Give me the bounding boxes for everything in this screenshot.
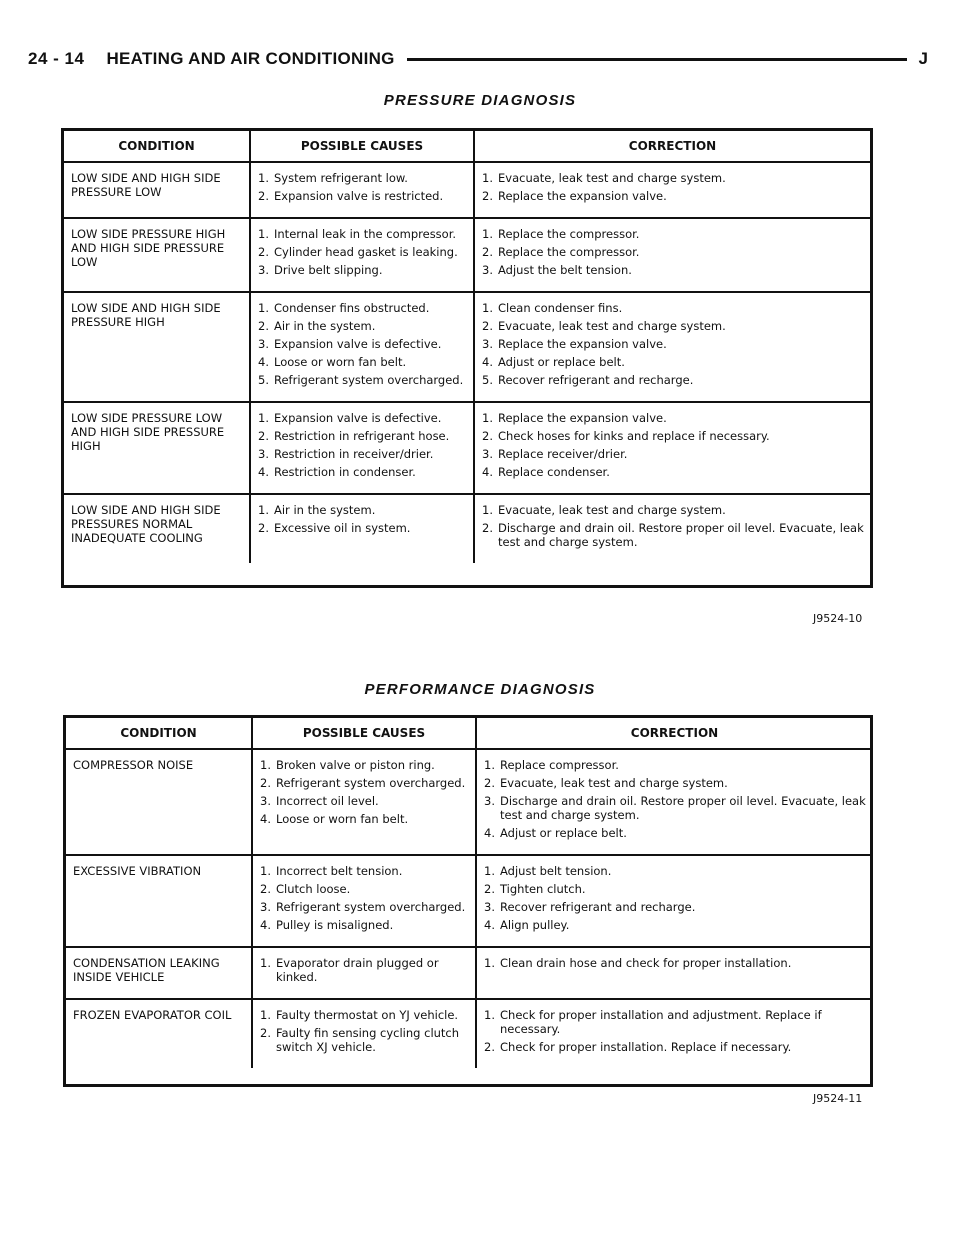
item-number: 1.: [260, 1008, 271, 1022]
section-letter: J: [918, 49, 928, 68]
item-number: 4.: [484, 918, 495, 932]
performance-diagnosis-title: PERFORMANCE DIAGNOSIS: [364, 681, 596, 698]
cause-list: [258, 227, 467, 277]
correction-cell: [476, 749, 872, 855]
list-item: [258, 189, 467, 203]
correction-text: Check hoses for kinks and replace if necessary.: [498, 429, 770, 443]
cause-text: Faulty thermostat on YJ vehicle.: [276, 1008, 459, 1022]
cause-text: Loose or worn fan belt.: [274, 355, 407, 369]
item-number: 4.: [258, 465, 269, 479]
item-number: 2.: [258, 245, 269, 259]
correction-text: Recover refrigerant and recharge.: [500, 900, 696, 914]
header-rule: [407, 58, 907, 61]
list-item: [258, 301, 467, 315]
item-number: 1.: [482, 301, 493, 315]
list-item: [260, 1008, 469, 1022]
page-number: 24 - 14: [28, 49, 85, 68]
cause-text: Refrigerant system overcharged.: [274, 373, 464, 387]
list-item: [258, 337, 467, 351]
list-item: [260, 900, 469, 914]
list-item: [260, 918, 469, 932]
list-item: [482, 503, 864, 517]
list-item: [260, 1026, 469, 1054]
correction-cell: [476, 855, 872, 947]
performance-figure-id: J9524-11: [813, 1092, 863, 1105]
cause-text: Air in the system.: [274, 319, 376, 333]
item-number: 2.: [482, 245, 493, 259]
item-number: 2.: [482, 521, 493, 535]
list-item: [482, 245, 864, 259]
item-number: 2.: [482, 429, 493, 443]
column-header-possible-causes: POSSIBLE CAUSES: [250, 131, 474, 162]
list-item: [260, 812, 469, 826]
list-item: [482, 373, 864, 387]
list-item: [260, 882, 469, 896]
cause-text: Loose or worn fan belt.: [276, 812, 409, 826]
item-number: 3.: [258, 447, 269, 461]
list-item: [484, 826, 866, 840]
correction-text: Align pulley.: [500, 918, 570, 932]
correction-text: Evacuate, leak test and charge system.: [498, 319, 726, 333]
correction-text: Discharge and drain oil. Restore proper oil level. Evacuate, leak test and charge system.: [500, 794, 866, 822]
list-item: [482, 337, 864, 351]
item-number: 4.: [258, 355, 269, 369]
condition-cell: CONDENSATION LEAKING INSIDE VEHICLE: [66, 947, 252, 999]
cause-text: Restriction in receiver/drier.: [274, 447, 434, 461]
correction-list: [484, 1008, 866, 1054]
list-item: [482, 447, 864, 461]
cause-list: [260, 758, 469, 826]
correction-text: Check for proper installation and adjustment. Replace if necessary.: [500, 1008, 822, 1036]
item-number: 3.: [258, 263, 269, 277]
item-number: 3.: [260, 900, 271, 914]
correction-cell: [476, 947, 872, 999]
list-item: [484, 794, 866, 822]
list-item: [482, 355, 864, 369]
item-number: 4.: [260, 918, 271, 932]
item-number: 2.: [260, 882, 271, 896]
condition-cell: LOW SIDE AND HIGH SIDE PRESSURES NORMAL INADEQUATE COOLING: [64, 494, 250, 563]
correction-cell: [476, 999, 872, 1068]
item-number: 5.: [482, 373, 493, 387]
correction-text: Adjust the belt tension.: [498, 263, 632, 277]
cause-cell: [250, 218, 474, 292]
column-header-correction: CORRECTION: [474, 131, 870, 162]
performance-diagnosis-table: [63, 715, 873, 1087]
item-number: 3.: [484, 794, 495, 808]
correction-list: [482, 171, 864, 203]
cause-text: Excessive oil in system.: [274, 521, 411, 535]
cause-text: Cylinder head gasket is leaking.: [274, 245, 458, 259]
cause-cell: [252, 855, 476, 947]
list-item: [258, 447, 467, 461]
condition-cell: FROZEN EVAPORATOR COIL: [66, 999, 252, 1068]
table-row: [64, 218, 870, 292]
item-number: 1.: [258, 411, 269, 425]
correction-cell: [474, 162, 870, 218]
item-number: 1.: [484, 758, 495, 772]
item-number: 2.: [484, 882, 495, 896]
chapter-title: HEATING AND AIR CONDITIONING: [106, 49, 395, 68]
item-number: 3.: [482, 447, 493, 461]
list-item: [484, 1008, 866, 1036]
correction-cell: [474, 402, 870, 494]
item-number: 1.: [258, 171, 269, 185]
list-item: [260, 776, 469, 790]
list-item: [258, 245, 467, 259]
correction-text: Tighten clutch.: [500, 882, 586, 896]
cause-text: System refrigerant low.: [274, 171, 408, 185]
cause-list: [260, 956, 469, 984]
page-header: [28, 46, 928, 72]
correction-text: Replace the expansion valve.: [498, 337, 667, 351]
item-number: 1.: [258, 301, 269, 315]
item-number: 1.: [482, 227, 493, 241]
cause-text: Internal leak in the compressor.: [274, 227, 457, 241]
item-number: 1.: [258, 503, 269, 517]
correction-text: Evacuate, leak test and charge system.: [498, 171, 726, 185]
cause-text: Clutch loose.: [276, 882, 351, 896]
cause-text: Refrigerant system overcharged.: [276, 900, 466, 914]
item-number: 2.: [484, 1040, 495, 1054]
correction-text: Replace receiver/drier.: [498, 447, 628, 461]
cause-text: Restriction in refrigerant hose.: [274, 429, 450, 443]
pressure-diagnosis-table: [61, 128, 873, 588]
cause-cell: [252, 749, 476, 855]
item-number: 1.: [484, 956, 495, 970]
correction-text: Replace the expansion valve.: [498, 189, 667, 203]
cause-cell: [252, 999, 476, 1068]
cause-list: [258, 171, 467, 203]
correction-list: [482, 411, 864, 479]
item-number: 2.: [482, 189, 493, 203]
list-item: [258, 263, 467, 277]
list-item: [484, 956, 866, 970]
list-item: [258, 503, 467, 517]
list-item: [482, 263, 864, 277]
item-number: 2.: [484, 776, 495, 790]
item-number: 2.: [258, 319, 269, 333]
list-item: [258, 429, 467, 443]
cause-text: Condenser fins obstructed.: [274, 301, 430, 315]
correction-list: [482, 503, 864, 549]
column-header-possible-causes: POSSIBLE CAUSES: [252, 718, 476, 749]
correction-text: Evacuate, leak test and charge system.: [498, 503, 726, 517]
column-header-condition: CONDITION: [64, 131, 250, 162]
item-number: 2.: [482, 319, 493, 333]
list-item: [258, 355, 467, 369]
cause-cell: [250, 494, 474, 563]
correction-list: [484, 956, 866, 970]
cause-text: Expansion valve is defective.: [274, 411, 442, 425]
cause-list: [258, 411, 467, 479]
item-number: 1.: [260, 864, 271, 878]
list-item: [484, 918, 866, 932]
list-item: [260, 864, 469, 878]
item-number: 2.: [258, 429, 269, 443]
item-number: 1.: [260, 956, 271, 970]
item-number: 3.: [258, 337, 269, 351]
correction-list: [484, 864, 866, 932]
item-number: 1.: [260, 758, 271, 772]
table-row: [66, 947, 872, 999]
table-row: [64, 402, 870, 494]
cause-text: Incorrect belt tension.: [276, 864, 403, 878]
list-item: [258, 227, 467, 241]
correction-list: [482, 301, 864, 387]
cause-list: [260, 864, 469, 932]
item-number: 4.: [484, 826, 495, 840]
table-row: [64, 162, 870, 218]
list-item: [484, 864, 866, 878]
pressure-diagnosis-title: PRESSURE DIAGNOSIS: [383, 92, 577, 109]
list-item: [260, 758, 469, 772]
list-item: [258, 373, 467, 387]
correction-text: Replace compressor.: [500, 758, 619, 772]
correction-list: [484, 758, 866, 840]
item-number: 2.: [260, 1026, 271, 1040]
list-item: [482, 521, 864, 549]
list-item: [258, 521, 467, 535]
table-row: [64, 494, 870, 563]
item-number: 3.: [482, 263, 493, 277]
list-item: [258, 411, 467, 425]
pressure-table-grid: [64, 131, 870, 563]
list-item: [482, 319, 864, 333]
correction-text: Replace the expansion valve.: [498, 411, 667, 425]
item-number: 1.: [482, 503, 493, 517]
item-number: 1.: [482, 171, 493, 185]
item-number: 5.: [258, 373, 269, 387]
list-item: [484, 1040, 866, 1054]
correction-text: Adjust or replace belt.: [498, 355, 625, 369]
item-number: 1.: [258, 227, 269, 241]
item-number: 2.: [258, 189, 269, 203]
correction-list: [482, 227, 864, 277]
correction-text: Discharge and drain oil. Restore proper oil level. Evacuate, leak test and charge system.: [498, 521, 864, 549]
cause-text: Evaporator drain plugged or kinked.: [276, 956, 439, 984]
cause-text: Air in the system.: [274, 503, 376, 517]
condition-cell: EXCESSIVE VIBRATION: [66, 855, 252, 947]
correction-text: Clean drain hose and check for proper installation.: [500, 956, 792, 970]
cause-cell: [250, 402, 474, 494]
list-item: [482, 411, 864, 425]
list-item: [482, 465, 864, 479]
list-item: [258, 465, 467, 479]
list-item: [482, 227, 864, 241]
cause-cell: [250, 162, 474, 218]
list-item: [258, 319, 467, 333]
list-item: [484, 776, 866, 790]
table-row: [66, 999, 872, 1068]
list-item: [484, 758, 866, 772]
cause-list: [258, 503, 467, 535]
correction-text: Evacuate, leak test and charge system.: [500, 776, 728, 790]
list-item: [482, 189, 864, 203]
cause-text: Restriction in condenser.: [274, 465, 416, 479]
performance-table-grid: [66, 718, 872, 1068]
cause-cell: [250, 292, 474, 402]
list-item: [260, 794, 469, 808]
table-row: [66, 855, 872, 947]
correction-text: Replace the compressor.: [498, 245, 640, 259]
list-item: [260, 956, 469, 984]
condition-cell: COMPRESSOR NOISE: [73, 758, 194, 772]
cause-text: Drive belt slipping.: [274, 263, 383, 277]
cause-text: Incorrect oil level.: [276, 794, 379, 808]
cause-cell: [252, 947, 476, 999]
cause-list: [260, 1008, 469, 1054]
item-number: 2.: [260, 776, 271, 790]
list-item: [484, 882, 866, 896]
condition-cell: LOW SIDE AND HIGH SIDE PRESSURE LOW: [71, 171, 221, 199]
item-number: 4.: [260, 812, 271, 826]
pressure-figure-id: J9524-10: [813, 612, 863, 625]
item-number: 4.: [482, 355, 493, 369]
item-number: 2.: [258, 521, 269, 535]
list-item: [482, 301, 864, 315]
table-row: [64, 292, 870, 402]
condition-cell: LOW SIDE PRESSURE LOW AND HIGH SIDE PRESSURE HIGH: [64, 402, 250, 494]
item-number: 3.: [482, 337, 493, 351]
item-number: 1.: [484, 1008, 495, 1022]
cause-text: Expansion valve is defective.: [274, 337, 442, 351]
cause-text: Broken valve or piston ring.: [276, 758, 435, 772]
table-row: [66, 749, 872, 855]
correction-text: Replace condenser.: [498, 465, 610, 479]
correction-cell: [474, 218, 870, 292]
list-item: [482, 429, 864, 443]
cause-text: Expansion valve is restricted.: [274, 189, 444, 203]
cause-list: [258, 301, 467, 387]
condition-cell: LOW SIDE AND HIGH SIDE PRESSURE HIGH: [64, 292, 250, 402]
correction-cell: [474, 292, 870, 402]
cause-text: Pulley is misaligned.: [276, 918, 394, 932]
condition-cell: LOW SIDE PRESSURE HIGH AND HIGH SIDE PRESSURE LOW: [64, 218, 250, 292]
correction-text: Clean condenser fins.: [498, 301, 623, 315]
correction-text: Adjust belt tension.: [500, 864, 612, 878]
item-number: 1.: [484, 864, 495, 878]
correction-text: Check for proper installation. Replace if necessary.: [500, 1040, 792, 1054]
correction-text: Replace the compressor.: [498, 227, 640, 241]
list-item: [484, 900, 866, 914]
column-header-correction: CORRECTION: [476, 718, 872, 749]
correction-text: Recover refrigerant and recharge.: [498, 373, 694, 387]
cause-text: Faulty fin sensing cycling clutch switch XJ vehicle.: [276, 1026, 460, 1054]
column-header-condition: CONDITION: [66, 718, 252, 749]
item-number: 1.: [482, 411, 493, 425]
list-item: [258, 171, 467, 185]
correction-cell: [474, 494, 870, 563]
cause-text: Refrigerant system overcharged.: [276, 776, 466, 790]
item-number: 3.: [484, 900, 495, 914]
item-number: 3.: [260, 794, 271, 808]
list-item: [482, 171, 864, 185]
item-number: 4.: [482, 465, 493, 479]
correction-text: Adjust or replace belt.: [500, 826, 627, 840]
